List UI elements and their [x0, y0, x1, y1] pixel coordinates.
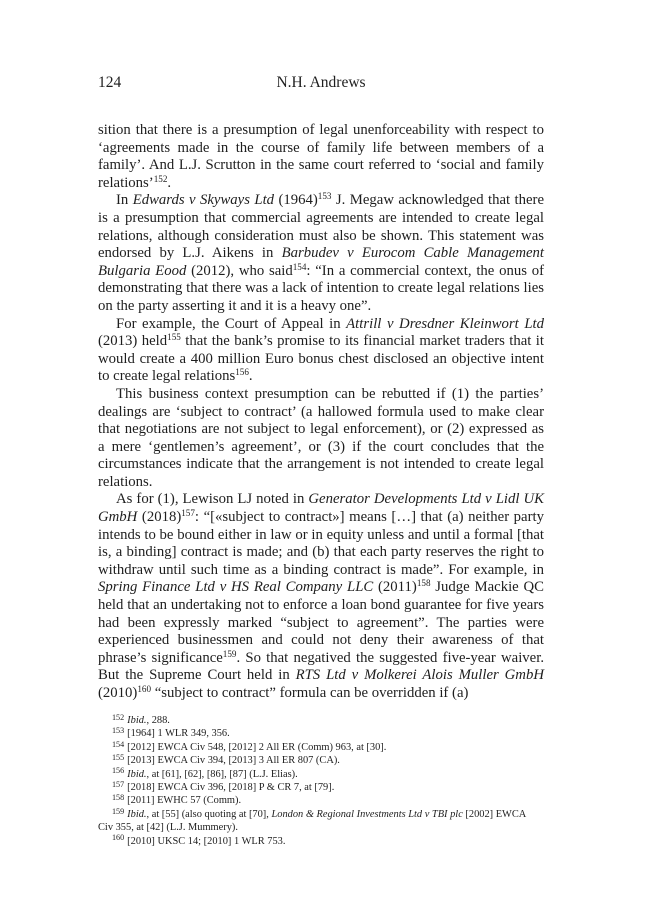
running-head: N.H. Andrews	[276, 74, 366, 91]
footnote	[98, 741, 544, 754]
footnote	[98, 794, 544, 807]
case-name: Barbudev v Eurocom Cable Management Bulgaria Eood	[98, 245, 545, 279]
text-run: (2012), who said	[186, 262, 293, 279]
paragraph-3	[98, 316, 544, 386]
footnote-number: 157	[112, 779, 125, 789]
paragraph-4	[98, 386, 544, 492]
footnote-number: 154	[112, 739, 125, 749]
text-run: : “In a commercial context, the onus of demonstrating that there was a lack of intention to create legal relations lies on the party asserting it and it is a heavy one”.	[98, 262, 544, 314]
footnote-number: 160	[112, 833, 125, 843]
text-run: : “[«subject to contract»] means […] that (a) neither party intends to be bound either in law or in equity unless and until a formal [that is, a binding] contract is made; and (b) that each party reserves the right to withdraw until such time as a binding contract is made”. For example, in	[98, 509, 544, 578]
footnote-ref-155: 155	[167, 332, 181, 343]
footnote-ref-159: 159	[222, 648, 237, 659]
footnote	[98, 727, 544, 740]
footnote	[98, 768, 544, 781]
footnote-text: [2013] EWCA Civ 394, [2013] 3 All ER 807 (CA).	[127, 755, 340, 767]
text-run: that the bank’s promise to its financial market traders that it would create a 400 million Euro bonus chest disclosed an objective intent to create legal relations	[98, 333, 544, 385]
text-run: .	[167, 174, 172, 191]
footnote-text: [2011] EWHC 57 (Comm).	[127, 795, 242, 807]
footnote-text: , at [61], [62], [86], [87] (L.J. Elias).	[146, 768, 298, 780]
page-number: 124	[98, 74, 122, 91]
footnote-ref-154: 154	[292, 261, 307, 272]
footnote-italic: Ibid.	[127, 808, 147, 820]
footnote-text: , at [55] (also quoting at [70],	[146, 808, 272, 820]
footnote-number: 155	[112, 752, 125, 762]
footnote-ref-152: 152	[153, 173, 168, 184]
text-run: .	[248, 368, 253, 385]
footnote-text: [1964] 1 WLR 349, 356.	[127, 728, 230, 740]
footnote-ref-160: 160	[137, 683, 152, 694]
footnote-text: , 288.	[146, 715, 170, 726]
paragraph-1	[98, 122, 544, 192]
text-run: This business context presumption can be rebutted if (1) the parties’ dealings are ‘subject to contract’ (a hallowed formula used to make clear that negotiations are not subject to legal enforcement), or (2) expressed as a mere ‘gentlemen’s agreement’, or (3) if the court concludes that the circumstances indicate that the arrangement is not intended to create legal relations.	[98, 385, 544, 490]
paragraph-5	[98, 491, 544, 702]
footnote	[98, 835, 544, 848]
case-name: RTS Ltd v Molkerei Alois Muller GmbH	[295, 667, 544, 684]
footnote-ref-153: 153	[317, 191, 332, 202]
text-run: (2011)	[373, 579, 417, 596]
text-run: As for (1), Lewison LJ noted in	[116, 491, 309, 508]
text-run: Judge Mackie QC held that an undertaking not to enforce a loan bond guarantee for five years had been expressly marked “subject to agreement”. The parties were experienced businessmen and could not deny their awareness of that phrase’s significance	[98, 579, 544, 666]
footnote-text: [2010] UKSC 14; [2010] 1 WLR 753.	[127, 835, 286, 847]
footnote-number: 156	[112, 766, 125, 776]
footnote-continuation: Civ 355, at [42] (L.J. Mummery).	[98, 822, 238, 834]
footnote-text: [2012] EWCA Civ 548, [2012] 2 All ER (Comm) 963, at [30].	[127, 741, 387, 753]
text-run: (2018)	[137, 509, 182, 526]
text-run: . So that negatived the suggested five-year waiver. But the Supreme Court held in	[98, 649, 545, 684]
footnote	[98, 808, 544, 821]
text-run: For example, the Court of Appeal in	[116, 315, 347, 332]
body-text	[98, 122, 544, 703]
footnote-number: 152	[112, 712, 125, 722]
footnote	[98, 754, 544, 767]
footnote-italic: Ibid.	[127, 715, 147, 726]
footnotes	[98, 714, 544, 848]
footnote-ref-158: 158	[416, 578, 431, 589]
case-name: Attrill v Dresdner Kleinwort Ltd	[346, 315, 544, 332]
paragraph-2	[98, 192, 544, 315]
footnote-italic: Ibid.	[127, 768, 147, 780]
text-run: “subject to contract” formula can be overridden if (a)	[151, 685, 469, 701]
text-run: In	[116, 192, 133, 209]
case-name: Edwards v Skyways Ltd	[132, 192, 275, 209]
footnote-italic: London & Regional Investments Ltd v TBI plc	[271, 808, 463, 820]
footnote-number: 159	[112, 806, 125, 816]
footnote	[98, 781, 544, 794]
footnote-ref-156: 156	[235, 367, 249, 378]
text-run: sition that there is a presumption of legal unenforceability with respect to ‘agreements made in the course of family life between members of a family’. And L.J. Scrutton in the same court referred to ‘social and family relations’	[98, 122, 544, 191]
footnote-ref-157: 157	[181, 508, 195, 519]
footnote	[98, 714, 544, 727]
text-run: (2010)	[98, 685, 138, 701]
case-name: Generator Developments Ltd v Lidl UK GmbH	[98, 491, 544, 526]
page-header	[98, 74, 544, 96]
footnote-number: 153	[112, 726, 125, 736]
footnote-text: [2002] EWCA	[462, 808, 527, 820]
text-run: (2013) held	[98, 333, 168, 350]
text-run: (1964)	[274, 192, 318, 209]
case-name: Spring Finance Ltd v HS Real Company LLC	[98, 579, 374, 596]
footnote-number: 158	[112, 793, 125, 803]
footnote-text: [2018] EWCA Civ 396, [2018] P & CR 7, at [79].	[127, 782, 335, 794]
text-run: J. Megaw acknowledged that there is a presumption that commercial agreements are intended to create legal relations, although consideration must also be shown. This statement was endorsed by L.J. Aikens in	[98, 192, 544, 262]
